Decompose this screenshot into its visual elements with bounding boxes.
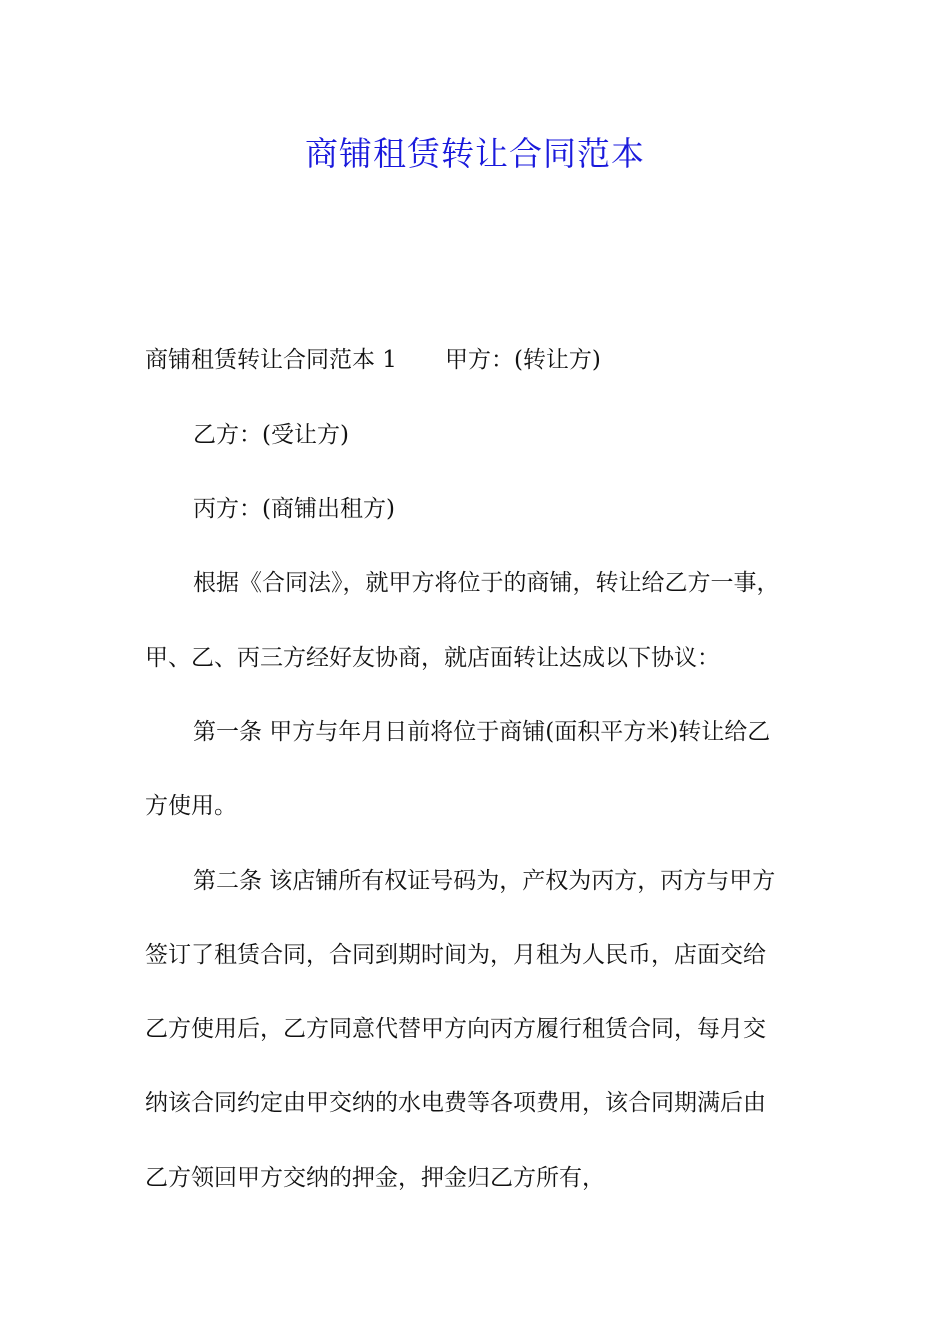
- paragraph-line-5: 甲、乙、丙三方经好友协商，就店面转让达成以下协议：: [145, 645, 720, 671]
- article-2-line-2: 签订了租赁合同，合同到期时间为，月租为人民币，店面交给: [145, 942, 766, 968]
- party-c-label: 丙方：(商铺出租方): [193, 496, 395, 522]
- article-1-line-1: 第一条 甲方与年月日前将位于商铺(面积平方米)转让给乙: [193, 719, 771, 745]
- article-2-line-3: 乙方使用后，乙方同意代替甲方向丙方履行租赁合同，每月交: [145, 1016, 766, 1042]
- article-2-line-5: 乙方领回甲方交纳的押金，押金归乙方所有，: [145, 1165, 605, 1191]
- article-2-line-4: 纳该合同约定由甲交纳的水电费等各项费用，该合同期满后由: [145, 1090, 766, 1116]
- contract-heading: 商铺租赁转让合同范本 1: [145, 347, 397, 373]
- party-b-label: 乙方：(受让方): [193, 422, 349, 448]
- document-title: 商铺租赁转让合同范本: [305, 134, 645, 173]
- article-2-line-1: 第二条 该店铺所有权证号码为，产权为丙方，丙方与甲方: [193, 868, 776, 894]
- paragraph-line-1: [145, 345, 815, 375]
- article-1-line-2: 方使用。: [145, 793, 237, 819]
- paragraph-line-4: 根据《合同法》，就甲方将位于的商铺，转让给乙方一事，: [193, 570, 780, 596]
- party-a-label: 甲方：(转让方): [444, 347, 601, 373]
